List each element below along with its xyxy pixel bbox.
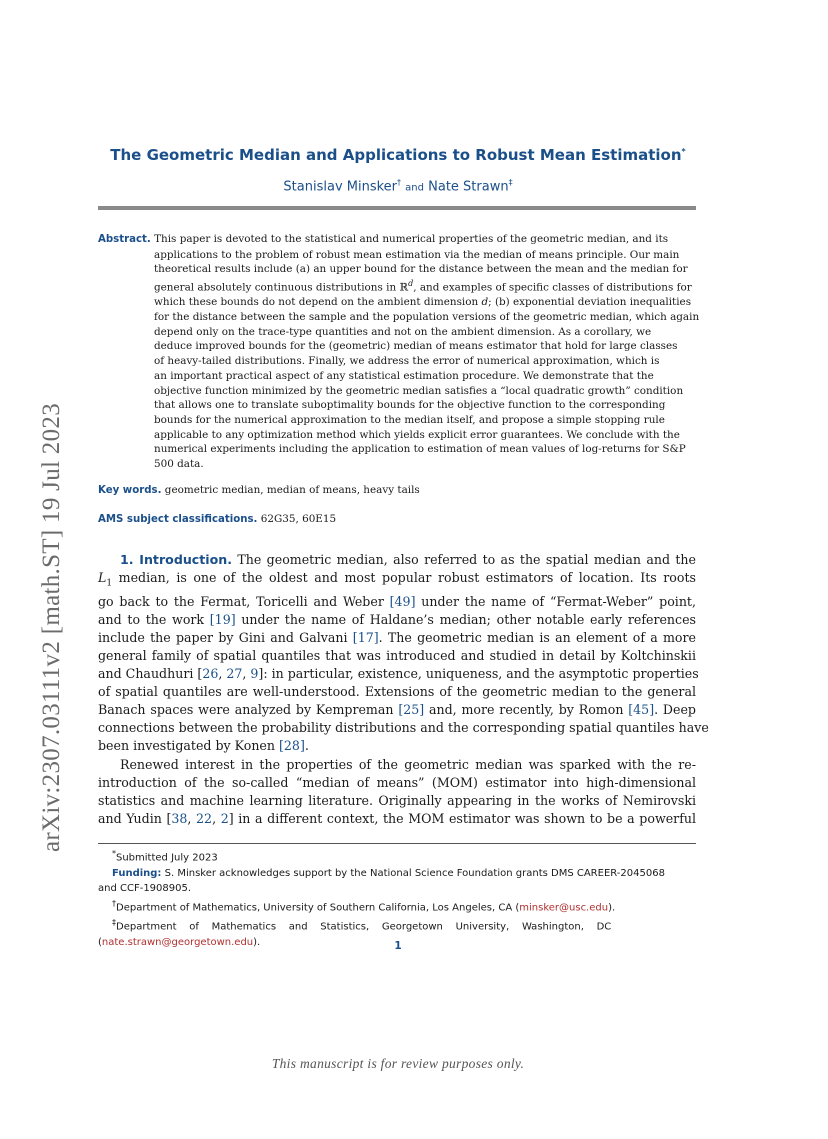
citation-link[interactable]: [19] <box>209 611 236 627</box>
keywords <box>98 484 420 496</box>
intro-text: statistics and machine learning literature. Originally appearing in the works of Nemirovski <box>98 792 696 808</box>
intro-text: . The geometric median is an element of a more <box>378 629 696 645</box>
author-name: Nate Strawn <box>428 179 509 195</box>
keywords-text: geometric median, median of means, heavy tails <box>164 484 420 496</box>
intro-text: , <box>218 666 227 682</box>
intro-text: Banach spaces were analyzed by Kempreman <box>98 702 399 718</box>
ams-text: 62G35, 60E15 <box>260 513 337 525</box>
citation-link[interactable]: [45] <box>628 702 655 718</box>
title-rule <box>98 206 696 210</box>
abstract-line: which these bounds do not depend on the ambient dimension <box>154 296 482 309</box>
section-heading: 1. Introduction. <box>120 552 232 567</box>
footnote-text: ). <box>608 902 616 914</box>
intro-text: Renewed interest in the properties of the geometric median was sparked with the re- <box>120 756 696 772</box>
footnote-text: and CCF-1908905. <box>98 882 192 894</box>
footnote-text: Department of Mathematics and Statistics, Georgetown University, Washington, DC <box>116 921 612 933</box>
citation-link[interactable]: [25] <box>398 702 425 718</box>
intro-text: The geometric median, also referred to as the spatial median and the <box>237 552 696 567</box>
page-number: 1 <box>394 940 402 952</box>
intro-text: , <box>187 810 197 826</box>
footnote-text: Submitted July 2023 <box>116 852 218 864</box>
citation-link[interactable]: 38 <box>171 810 188 826</box>
title-footnote-mark[interactable]: * <box>681 147 686 156</box>
footnote-text: S. Minsker acknowledges support by the National Science Foundation grants DMS CAREER-2045068 <box>161 867 665 879</box>
abstract-line: theoretical results include (a) an upper bound for the distance between the mean and the median for <box>154 263 688 276</box>
intro-text: and, more recently, by Romon <box>424 702 629 718</box>
ams-label: AMS subject classifications. <box>98 514 258 525</box>
abstract-line: depend only on the trace-type quantities and not on the ambient dimension. As a corollary, we <box>154 325 652 338</box>
intro-text: ]: in particular, existence, uniqueness, and the asymptotic properties <box>258 666 699 682</box>
footnotes <box>98 846 698 950</box>
intro-text: go back to the Fermat, Toricelli and Weber <box>98 593 390 609</box>
abstract-line: This paper is devoted to the statistical and numerical properties of the geometric median, and its <box>154 233 669 245</box>
intro-text: , <box>242 666 251 682</box>
author-name: Stanislav Minsker <box>283 179 398 195</box>
citation-link[interactable]: [28] <box>279 738 305 754</box>
citation-link[interactable]: 26 <box>202 666 219 682</box>
arxiv-identifier: arXiv:2307.03111v2 [math.ST] 19 Jul 2023 <box>38 403 65 852</box>
author-footnote-mark[interactable]: ‡ <box>508 178 513 187</box>
intro-text: . Deep <box>654 702 696 718</box>
introduction-section <box>98 551 709 828</box>
abstract-line: numerical experiments including the application to estimation of mean values of log-returns for S&P <box>154 443 686 456</box>
author-conjunction: and <box>405 182 424 194</box>
intro-text: under the name of “Fermat-Weber” point, <box>415 593 696 609</box>
abstract <box>98 232 700 472</box>
email-link[interactable]: nate.strawn@georgetown.edu <box>101 937 254 948</box>
review-notice: This manuscript is for review purposes only. <box>271 1056 525 1071</box>
intro-text: connections between the probability distributions and the corresponding spatial quantiles have <box>98 720 709 736</box>
abstract-label: Abstract. <box>98 234 151 245</box>
title-text: The Geometric Median and Applications to Robust Mean Estimation <box>110 146 682 164</box>
abstract-line: objective function minimized by the geometric median satisfies a “local quadratic growth” condition <box>154 384 684 397</box>
footnote-text: Department of Mathematics, University of Southern California, Los Angeles, CA ( <box>116 902 520 914</box>
intro-text: median, is one of the oldest and most popular robust estimators of location. Its roots <box>112 570 696 586</box>
intro-text: include the paper by Gini and Galvani <box>98 629 353 645</box>
abstract-line: that allows one to translate suboptimality bounds for the objective function to the corresponding <box>154 399 666 412</box>
intro-text: general family of spatial quantiles that was introduced and studied in detail by Koltchinskii <box>98 647 696 663</box>
math-superscript: d <box>408 279 414 289</box>
abstract-line: deduce improved bounds for the (geometric) median of means estimator that hold for large classes <box>154 340 678 353</box>
footnote-rule <box>98 843 696 844</box>
abstract-line: ; (b) exponential deviation inequalities <box>488 296 692 309</box>
math-variable: d <box>481 296 489 309</box>
abstract-line: 500 data. <box>154 458 204 471</box>
abstract-line: an important practical aspect of any statistical estimation procedure. We demonstrate that the <box>154 369 654 382</box>
author-footnote-mark[interactable]: † <box>397 178 402 187</box>
abstract-line: , and examples of specific classes of distributions for <box>413 281 692 294</box>
citation-link[interactable]: 27 <box>226 666 243 682</box>
citation-link[interactable]: [17] <box>352 629 379 645</box>
footnote-text: ). <box>253 937 261 948</box>
intro-text: . <box>304 738 309 754</box>
funding-label: Funding: <box>112 867 162 879</box>
footnote-mark: ‡ <box>112 918 116 928</box>
footnote-mark: * <box>112 849 116 858</box>
ams-classifications <box>98 513 336 525</box>
intro-text: of spatial quantiles are well-understood. Extensions of the geometric median to the general <box>98 684 696 700</box>
abstract-line: general absolutely continuous distributions in ℝ <box>154 281 409 294</box>
footnote-text: ( <box>98 937 102 948</box>
intro-text: been investigated by Konen <box>98 738 279 754</box>
intro-text: and Yudin [ <box>98 810 172 826</box>
math-variable: L <box>98 570 107 586</box>
abstract-line: of heavy-tailed distributions. Finally, we address the error of numerical approximation, which is <box>154 355 660 368</box>
abstract-line: applications to the problem of robust mean estimation via the median of means principle. Our main <box>154 248 680 261</box>
paper-title <box>98 146 698 164</box>
intro-text: under the name of Haldane’s median; other notable early references <box>235 611 696 627</box>
email-link[interactable]: minsker@usc.edu <box>519 902 609 914</box>
abstract-line: for the distance between the sample and the population versions of the geometric median, which again <box>154 310 700 323</box>
intro-text: ] in a different context, the MOM estimator was shown to be a powerful <box>228 810 696 826</box>
intro-text: and to the work <box>98 611 210 627</box>
citation-link[interactable]: [49] <box>389 593 416 609</box>
intro-text: , <box>212 810 221 826</box>
citation-link[interactable]: 2 <box>220 810 229 826</box>
abstract-line: bounds for the numerical approximation to the median itself, and propose a simple stopping rule <box>154 413 665 426</box>
arxiv-sidebar <box>14 170 65 852</box>
abstract-line: applicable to any optimization method which yields explicit error guarantees. We conclude with the <box>154 428 680 441</box>
intro-text: and Chaudhuri [ <box>98 666 203 682</box>
citation-link[interactable]: 22 <box>196 810 213 826</box>
keywords-label: Key words. <box>98 485 162 496</box>
math-subscript: 1 <box>106 578 113 589</box>
citation-link[interactable]: 9 <box>250 666 259 682</box>
intro-text: introduction of the so-called “median of means” (MOM) estimator into high-dimensional <box>98 774 696 790</box>
footnote-mark: † <box>112 898 116 908</box>
author-line <box>98 178 698 194</box>
